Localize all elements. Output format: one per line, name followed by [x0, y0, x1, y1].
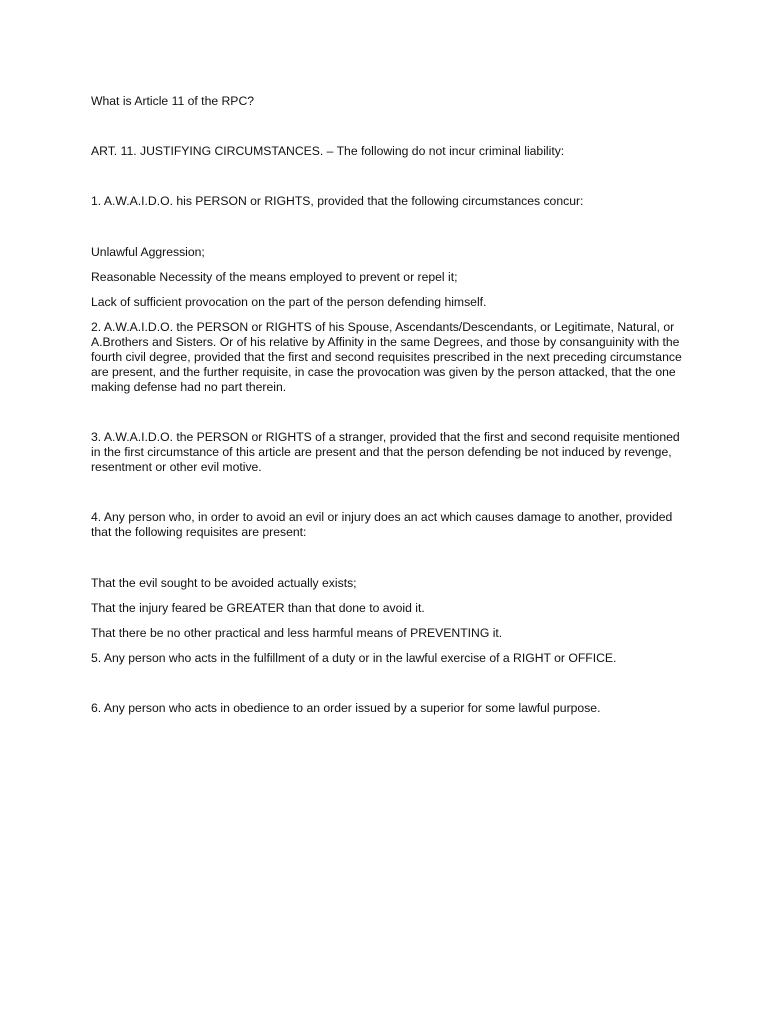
item-4-requisite-2: That the injury feared be GREATER than that done to avoid it.	[91, 601, 425, 615]
item-1-requisite-2: Reasonable Necessity of the means employed to prevent or repel it;	[91, 270, 458, 284]
item-4-text: 4. Any person who, in order to avoid an evil or injury does an act which causes damage to another, provided that the following requisites are present:	[91, 510, 673, 539]
item-1-requisite-1: Unlawful Aggression;	[91, 245, 205, 259]
item-2-text: 2. A.W.A.I.D.O. the PERSON or RIGHTS of his Spouse, Ascendants/Descendants, or Legitimate, Natural, or A.Brothers and Sisters. Or of his relative by Affinity in the same Degrees, and those by consanguinity with the fourth civil degree, provided that the first and second requisites prescribed in the next preceding circumstance are present, and the further requisite, in case the provocation was given by the person attacked, that the one making defense had no part therein.	[91, 320, 682, 394]
question-text: What is Article 11 of the RPC?	[91, 94, 255, 108]
item-5-text: 5. Any person who acts in the fulfillment of a duty or in the lawful exercise of a RIGHT or OFFICE.	[91, 651, 617, 665]
item-1-text: 1. A.W.A.I.D.O. his PERSON or RIGHTS, provided that the following circumstances concur:	[91, 194, 584, 208]
article-heading: ART. 11. JUSTIFYING CIRCUMSTANCES. – The following do not incur criminal liability:	[91, 144, 565, 158]
item-1-requisite-3: Lack of sufficient provocation on the part of the person defending himself.	[91, 295, 487, 309]
item-3-text: 3. A.W.A.I.D.O. the PERSON or RIGHTS of a stranger, provided that the first and second requisite mentioned in the first circumstance of this article are present and that the person defending be not induced by revenge, resentment or other evil motive.	[91, 430, 680, 474]
item-6-text: 6. Any person who acts in obedience to an order issued by a superior for some lawful purpose.	[91, 701, 601, 715]
item-4-requisite-1: That the evil sought to be avoided actually exists;	[91, 576, 357, 590]
item-4-requisite-3: That there be no other practical and less harmful means of PREVENTING it.	[91, 626, 503, 640]
